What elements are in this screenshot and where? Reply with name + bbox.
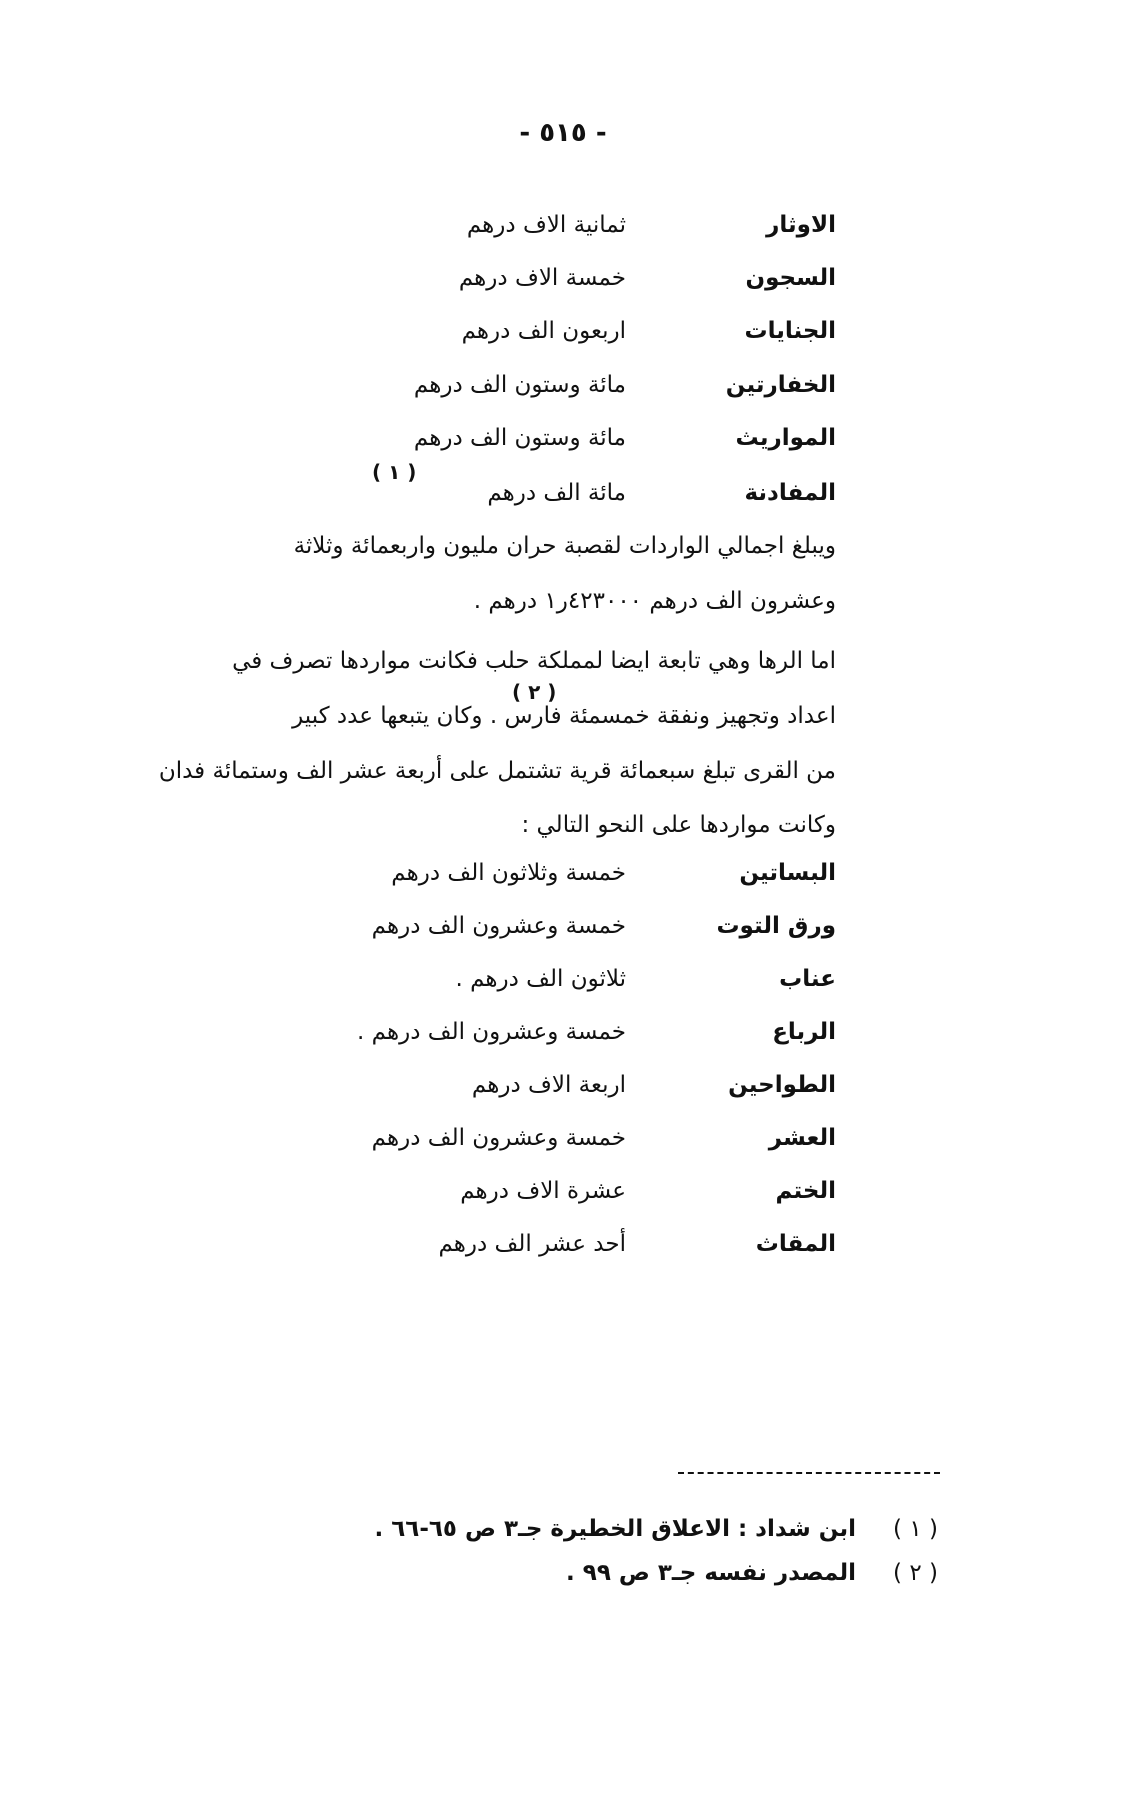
table1-row — [0, 372, 1126, 412]
table1-label: السجون — [745, 265, 836, 291]
paragraph-line: وعشرون الف درهم ٤٢٣٠٠٠ر١ درهم . — [473, 588, 836, 614]
table2-value: خمسة وعشرون الف درهم — [371, 913, 626, 939]
table2-label: الطواحين — [728, 1072, 836, 1098]
table1-value: خمسة الاف درهم — [458, 265, 626, 291]
table1-label: الجنايات — [744, 318, 836, 344]
footnote-text: ابن شداد : الاعلاق الخطيرة جـ٣ ص ٦٥-٦٦ . — [374, 1516, 856, 1542]
table1-label: المفادنة — [744, 480, 836, 506]
table2-label: الرباع — [772, 1019, 836, 1045]
footnote-ref-2: ( ٢ ) — [512, 680, 557, 704]
page-number: - ٥١٥ - — [519, 118, 607, 148]
footnote — [0, 1516, 1126, 1552]
table2-label: عناب — [779, 966, 836, 992]
table2-row — [0, 1231, 1126, 1271]
footnote-text: المصدر نفسه جـ٣ ص ٩٩ . — [566, 1560, 856, 1586]
footnote-separator — [678, 1472, 940, 1474]
table2-row — [0, 1072, 1126, 1112]
footnote-number: ( ١ ) — [893, 1516, 938, 1542]
table2-label: الختم — [775, 1178, 836, 1204]
table1-row — [0, 318, 1126, 358]
table1-label: الاوثار — [766, 212, 836, 238]
table2-row — [0, 913, 1126, 953]
table1-value: مائة وستون الف درهم — [413, 425, 626, 451]
paragraph-line: اعداد وتجهيز ونفقة خمسمئة فارس . وكان يتبعها عدد كبير — [292, 703, 836, 729]
table2-label: البساتين — [739, 860, 836, 886]
table2-label: ورق التوت — [716, 913, 836, 939]
table2-label: العشر — [768, 1125, 836, 1151]
table1-value: ثمانية الاف درهم — [466, 212, 626, 238]
table2-value: خمسة وعشرون الف درهم . — [357, 1019, 626, 1045]
table1-row — [0, 265, 1126, 305]
table2-value: خمسة وعشرون الف درهم — [371, 1125, 626, 1151]
table1-value: مائة الف درهم — [487, 480, 626, 506]
table2-value: خمسة وثلاثون الف درهم — [391, 860, 626, 886]
table2-row — [0, 1125, 1126, 1165]
table1-row — [0, 480, 1126, 520]
table2-row — [0, 1178, 1126, 1218]
table2-value: ثلاثون الف درهم . — [455, 966, 626, 992]
footnote — [0, 1560, 1126, 1596]
table2-label: المقاث — [755, 1231, 836, 1257]
paragraph-line: وكانت مواردها على النحو التالي : — [521, 812, 836, 838]
table1-row — [0, 212, 1126, 252]
table2-row — [0, 1019, 1126, 1059]
table1-row — [0, 425, 1126, 465]
table2-row — [0, 966, 1126, 1006]
table2-value: أحد عشر الف درهم — [438, 1231, 626, 1257]
footnote-number: ( ٢ ) — [893, 1560, 938, 1586]
paragraph-line: ويبلغ اجمالي الواردات لقصبة حران مليون واربعمائة وثلاثة — [293, 533, 836, 559]
table1-label: المواريث — [735, 425, 836, 451]
paragraph-line: اما الرها وهي تابعة ايضا لمملكة حلب فكانت مواردها تصرف في — [232, 648, 836, 674]
table2-row — [0, 860, 1126, 900]
footnote-ref-1: ( ١ ) — [372, 460, 417, 484]
table1-value: اربعون الف درهم — [461, 318, 626, 344]
table1-value: مائة وستون الف درهم — [413, 372, 626, 398]
table1-label: الخفارتين — [725, 372, 836, 398]
paragraph-line: من القرى تبلغ سبعمائة قرية تشتمل على أربعة عشر الف وستمائة فدان — [158, 758, 836, 784]
table2-value: عشرة الاف درهم — [460, 1178, 626, 1204]
table2-value: اربعة الاف درهم — [471, 1072, 626, 1098]
